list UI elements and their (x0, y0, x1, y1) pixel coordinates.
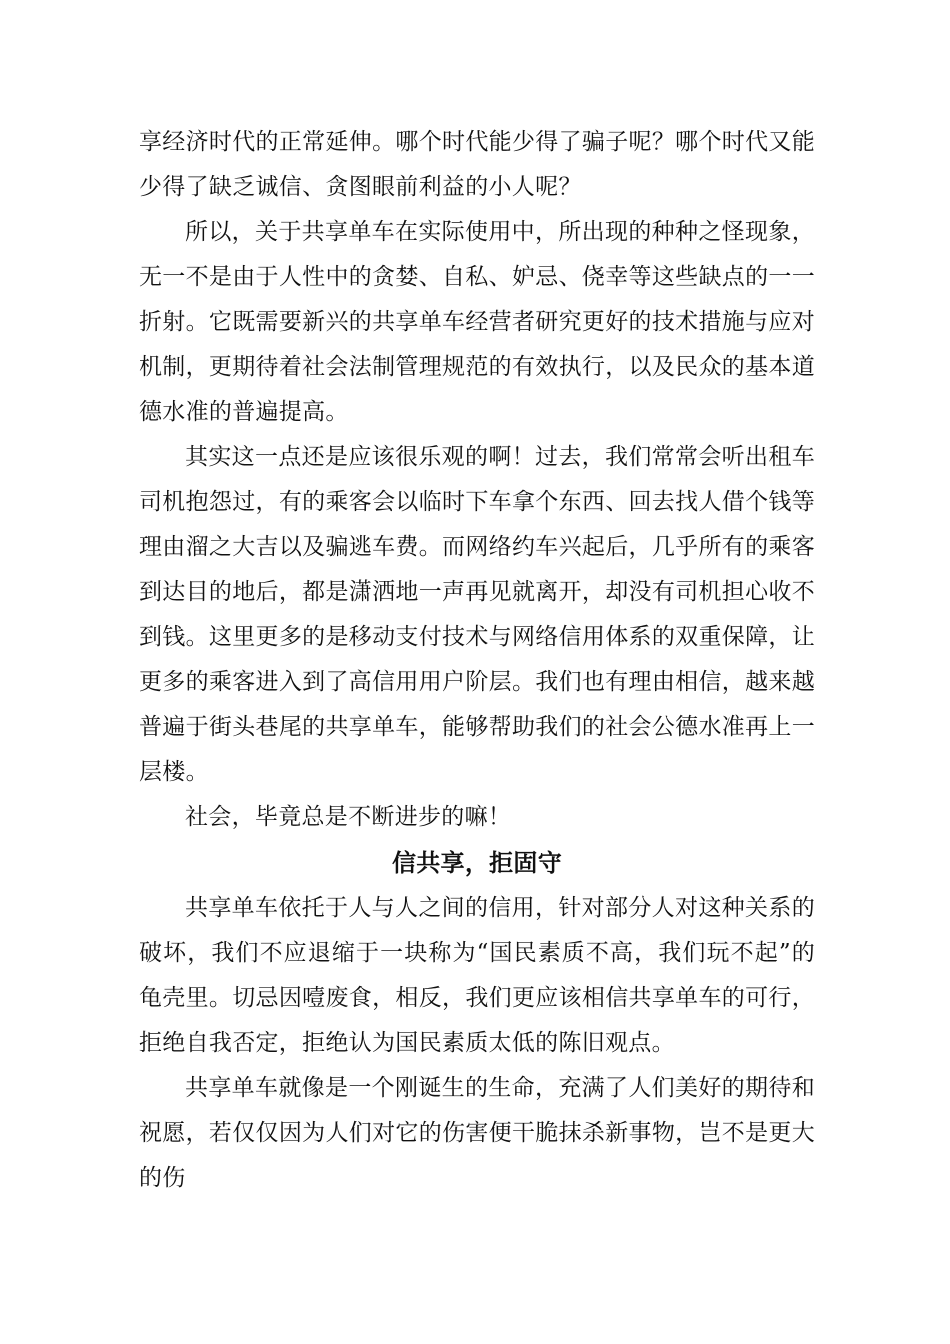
document-body (139, 120, 815, 1201)
paragraph: 其实这一点还是应该很乐观的啊！过去，我们常常会听出租车司机抱怨过，有的乘客会以临时下车拿个东西、回去找人借个钱等理由溜之大吉以及骗逃车费。而网络约车兴起后，几乎所有的乘客到达目的地后，都是潇洒地一声再见就离开，却没有司机担心收不到钱。这里更多的是移动支付技术与网络信用体系的双重保障，让更多的乘客进入到了高信用用户阶层。我们也有理由相信，越来越普遍于街头巷尾的共享单车，能够帮助我们的社会公德水准再上一层楼。 (139, 444, 815, 785)
paragraph: 共享单车依托于人与人之间的信用，针对部分人对这种关系的破坏，我们不应退缩于一块称为“国民素质不高，我们玩不起”的龟壳里。切忌因噎废食，相反，我们更应该相信共享单车的可行，拒绝自我否定，拒绝认为国民素质太低的陈旧观点。 (139, 895, 815, 1056)
paragraph-continued: 享经济时代的正常延伸。哪个时代能少得了骗子呢？哪个时代又能少得了缺乏诚信、贪图眼前利益的小人呢？ (139, 129, 815, 200)
paragraph: 社会，毕竟总是不断进步的嘛！ (185, 804, 512, 830)
paragraph: 共享单车就像是一个刚诞生的生命，充满了人们美好的期待和祝愿，若仅仅因为人们对它的伤害便干脆抹杀新事物，岂不是更大的伤 (139, 1075, 815, 1191)
paragraph: 所以，关于共享单车在实际使用中，所出现的种种之怪现象，无一不是由于人性中的贪婪、自私、妒忌、侥幸等这些缺点的一一折射。它既需要新兴的共享单车经营者研究更好的技术措施与应对机制，更期待着社会法制管理规范的有效执行，以及民众的基本道德水准的普遍提高。 (139, 219, 815, 425)
section-title: 信共享，拒固守 (391, 848, 563, 877)
